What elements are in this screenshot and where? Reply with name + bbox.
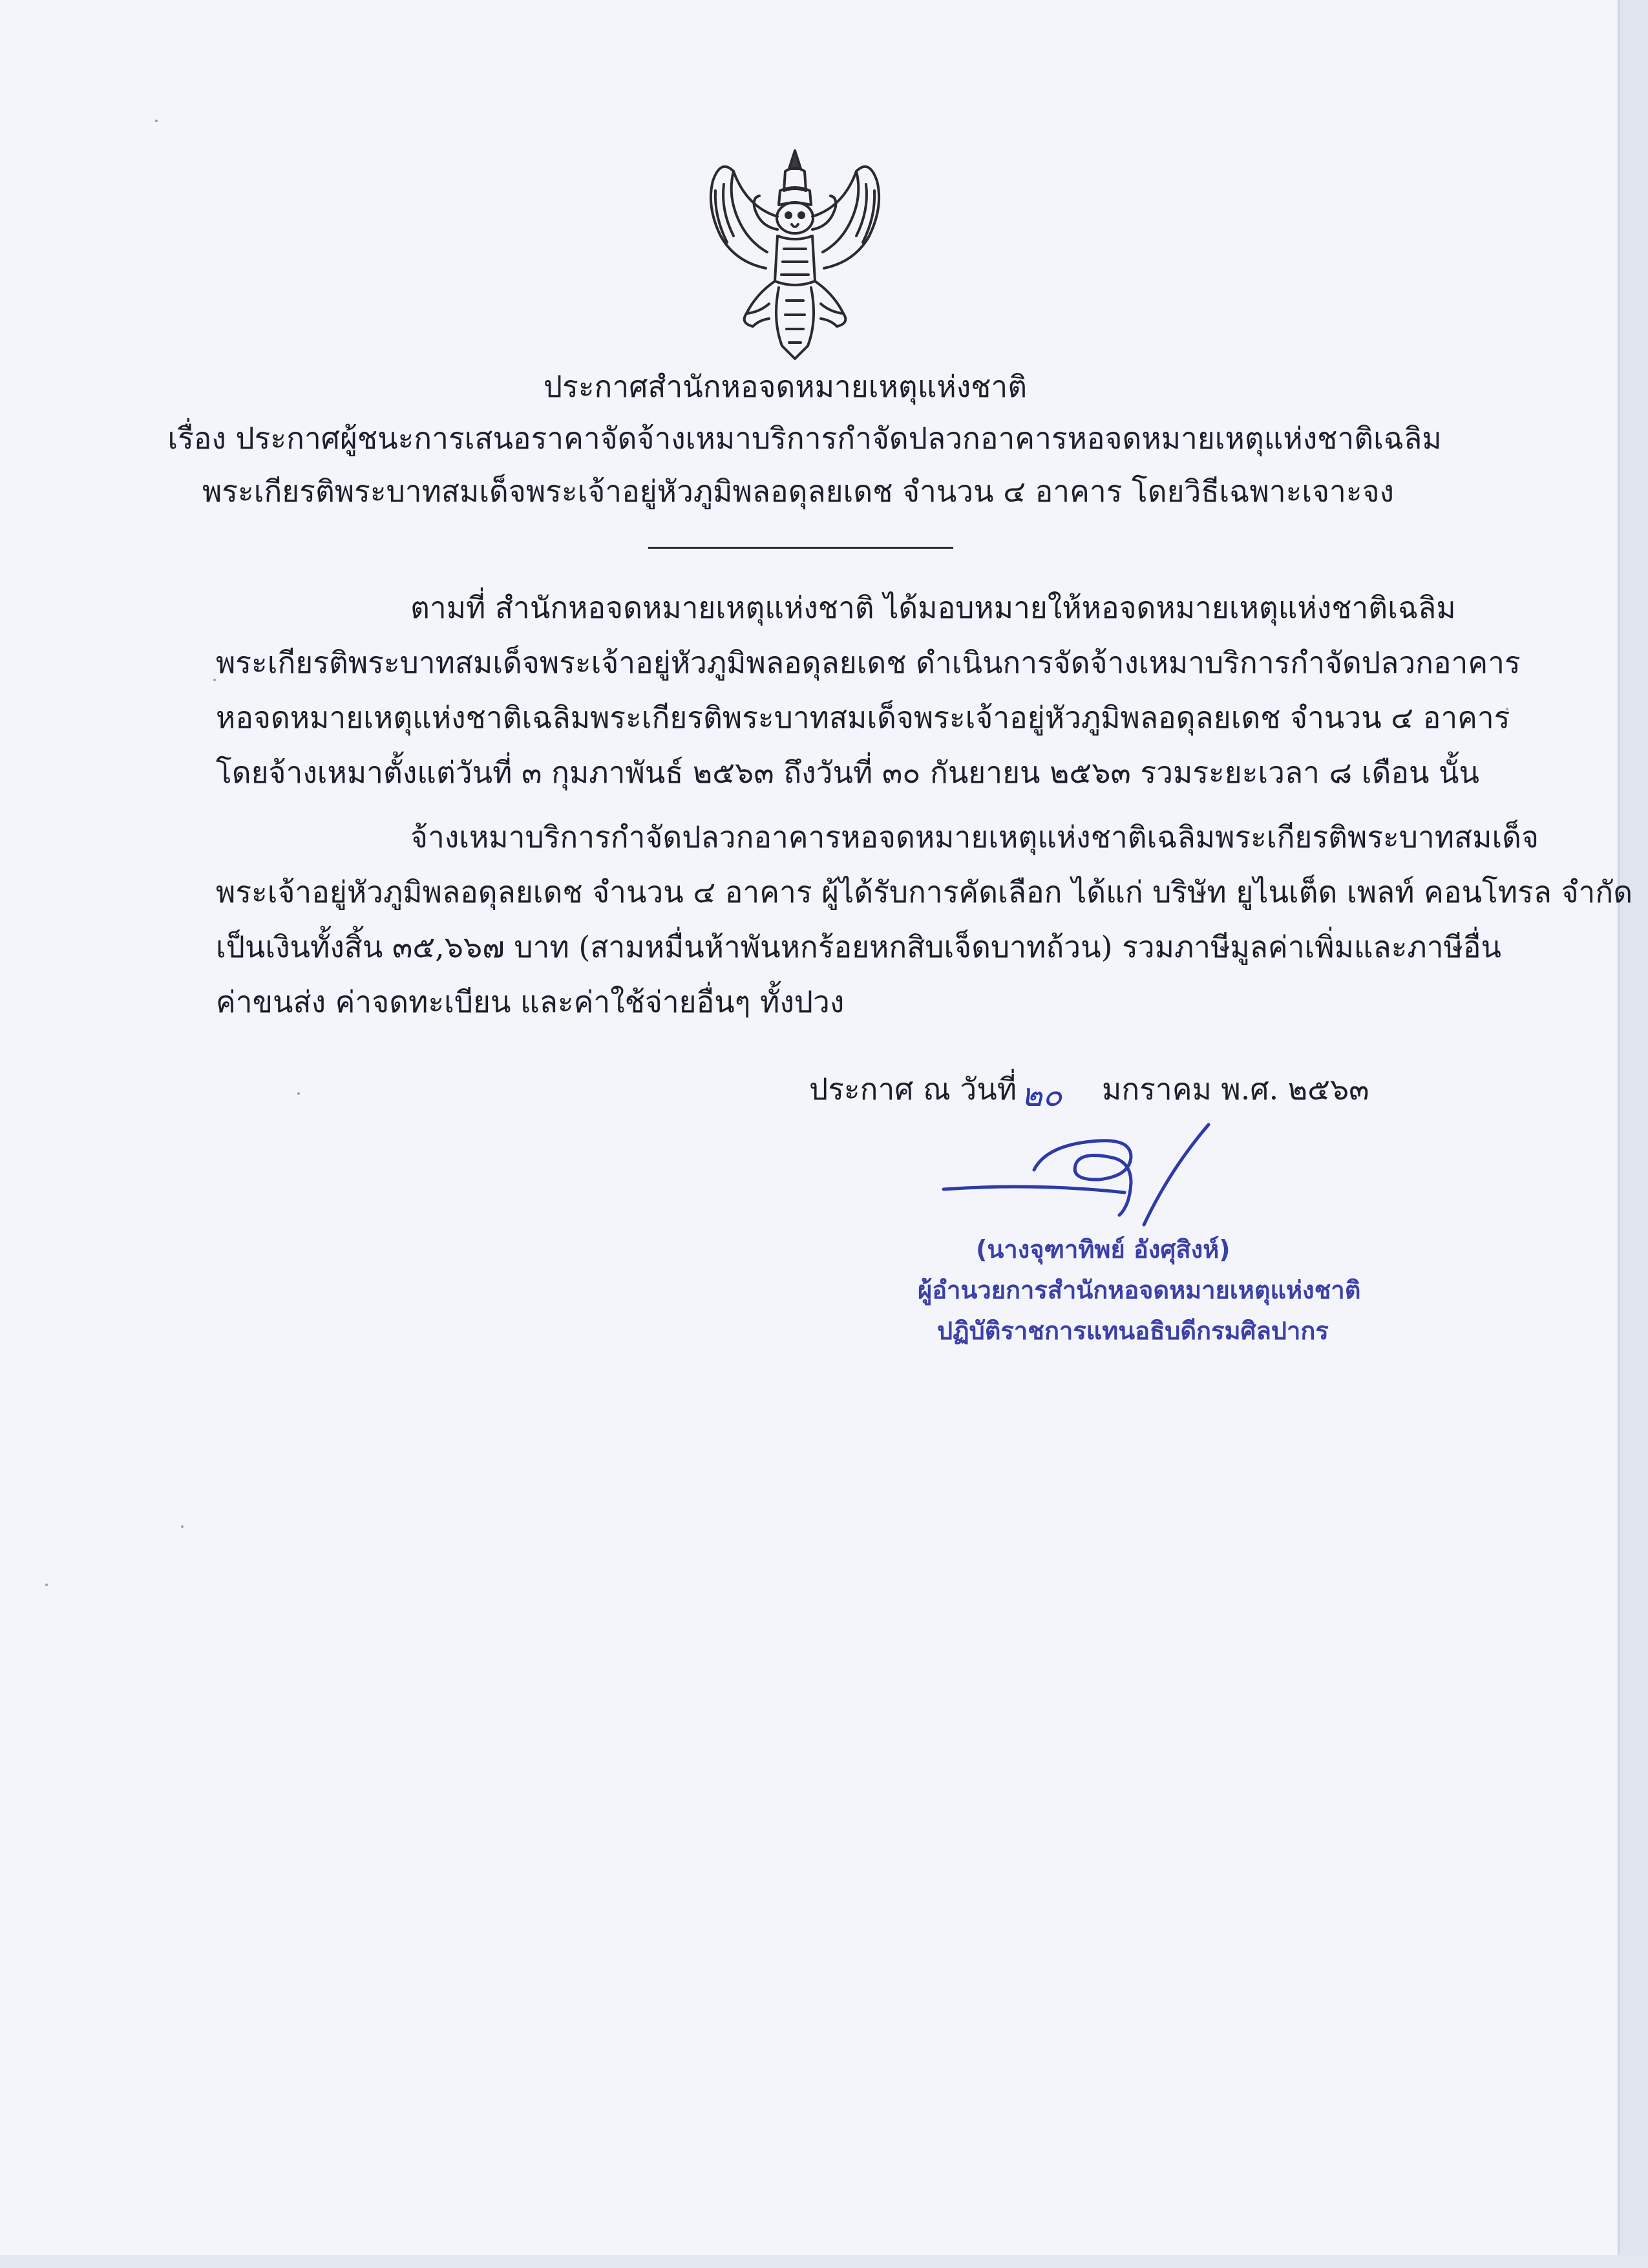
subject-line-1: เรื่อง ประกาศผู้ชนะการเสนอราคาจัดจ้างเหมาบริการกำจัดปลวกอาคารหอจดหมายเหตุแห่งชาติเฉลิม: [167, 421, 1442, 456]
body-line-8: ค่าขนส่ง ค่าจดทะเบียน และค่าใช้จ่ายอื่นๆ ทั้งปวง: [216, 984, 845, 1019]
signer-position: ผู้อำนวยการสำนักหอจดหมายเหตุแห่งชาติ: [918, 1276, 1361, 1304]
signer-acting: ปฏิบัติราชการแทนอธิบดีกรมศิลปากร: [937, 1317, 1329, 1345]
body-line-2: พระเกียรติพระบาทสมเด็จพระเจ้าอยู่หัวภูมิพลอดุลยเดช ดำเนินการจัดจ้างเหมาบริการกำจัดปลวกอาคาร: [216, 645, 1521, 680]
body-line-6: พระเจ้าอยู่หัวภูมิพลอดุลยเดช จำนวน ๔ อาคาร ผู้ได้รับการคัดเลือก ได้แก่ บริษัท ยูไนเต็ด เพลท์ คอนโทรล จำกัด: [216, 874, 1633, 909]
scan-speck: [181, 1525, 184, 1528]
body-line-3: หอจดหมายเหตุแห่งชาติเฉลิมพระเกียรติพระบาทสมเด็จพระเจ้าอยู่หัวภูมิพลอดุลยเดช จำนวน ๔ อาคาร: [216, 700, 1510, 735]
body-line-5: จ้างเหมาบริการกำจัดปลวกอาคารหอจดหมายเหตุแห่งชาติเฉลิมพระเกียรติพระบาทสมเด็จ: [410, 820, 1539, 854]
body-line-4: โดยจ้างเหมาตั้งแต่วันที่ ๓ กุมภาพันธ์ ๒๕๖๓ ถึงวันที่ ๓๐ กันยายน ๒๕๖๓ รวมระยะเวลา ๘ เดือน นั้น: [216, 755, 1479, 790]
announcement-title: ประกาศสำนักหอจดหมายเหตุแห่งชาติ: [543, 369, 1028, 404]
scan-speck: [297, 1092, 300, 1095]
body-line-1: ตามที่ สำนักหอจดหมายเหตุแห่งชาติ ได้มอบหมายให้หอจดหมายเหตุแห่งชาติเฉลิม: [410, 590, 1456, 625]
subject-line-2: พระเกียรติพระบาทสมเด็จพระเจ้าอยู่หัวภูมิพลอดุลยเดช จำนวน ๔ อาคาร โดยวิธีเฉพาะเจาะจง: [202, 474, 1395, 509]
scan-edge-bottom: [0, 2255, 1648, 2268]
handwritten-signature-icon: [937, 1118, 1241, 1228]
scan-speck: [45, 1584, 48, 1586]
dateline-prefix: ประกาศ ณ วันที่: [809, 1072, 1017, 1107]
signer-name: (นางจุฑาทิพย์ อังศุสิงห์): [976, 1235, 1231, 1264]
title-divider: [648, 547, 953, 549]
dateline-month-year: มกราคม พ.ศ. ๒๕๖๓: [1102, 1072, 1369, 1107]
dateline-day-handwritten: ๒๐: [1021, 1076, 1062, 1114]
scan-edge-right: [1618, 0, 1648, 2268]
body-line-7: เป็นเงินทั้งสิ้น ๓๕,๖๖๗ บาท (สามหมื่นห้าพันหกร้อยหกสิบเจ็ดบาทถ้วน) รวมภาษีมูลค่าเพิ่มและภาษีอื่น: [216, 929, 1501, 964]
garuda-emblem-icon: [695, 145, 895, 365]
scan-speck: [155, 120, 158, 122]
